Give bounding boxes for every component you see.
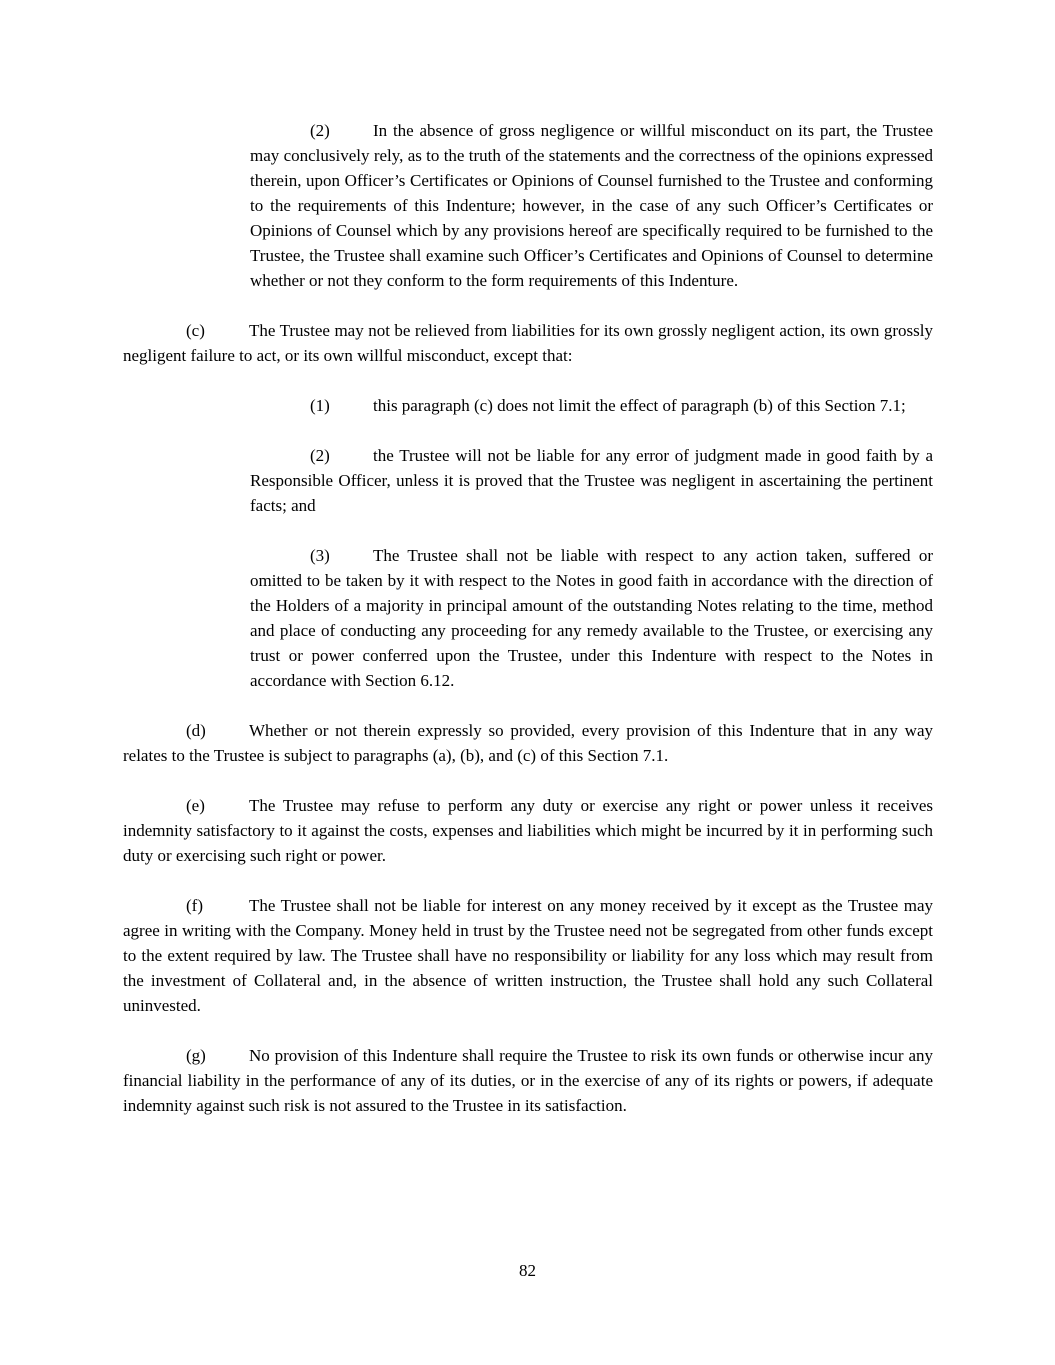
page-number: 82 <box>519 1261 536 1280</box>
paragraph-c-2 <box>250 443 933 518</box>
paragraph-label: (f) <box>186 896 203 915</box>
paragraph-text: The Trustee may not be relieved from liabilities for its own grossly negligent action, its own grossly negligent failure to act, or its own willful misconduct, except that: <box>123 321 933 365</box>
paragraph-label: (e) <box>186 796 205 815</box>
paragraph-c-1 <box>250 393 933 418</box>
paragraph-text: No provision of this Indenture shall require the Trustee to risk its own funds or otherwise incur any financial liability in the performance of any of its duties, or in the exercise of any of its rights or powers, if adequate indemnity against such risk is not assured to the Trustee in its satisfaction. <box>123 1046 933 1115</box>
paragraph-text: Whether or not therein expressly so provided, every provision of this Indenture that in any way relates to the Trustee is subject to paragraphs (a), (b), and (c) of this Section 7.1. <box>123 721 933 765</box>
paragraph-text: The Trustee may refuse to perform any duty or exercise any right or power unless it receives indemnity satisfactory to it against the costs, expenses and liabilities which might be incurred by it in performing such duty or exercising such right or power. <box>123 796 933 865</box>
paragraph-d <box>123 718 933 768</box>
paragraph-c-3 <box>250 543 933 693</box>
paragraph-label: (d) <box>186 721 206 740</box>
paragraph-text: In the absence of gross negligence or willful misconduct on its part, the Trustee may conclusively rely, as to the truth of the statements and the correctness of the opinions expressed therein, upon Officer’s Certificates or Opinions of Counsel furnished to the Trustee and conforming to the requirements of this Indenture; however, in the case of any such Officer’s Certificates or Opinions of Counsel which by any provisions hereof are specifically required to be furnished to the Trustee, the Trustee shall examine such Officer’s Certificates and Opinions of Counsel to determine whether or not they conform to the form requirements of this Indenture. <box>250 121 933 290</box>
paragraph-text: The Trustee shall not be liable for interest on any money received by it except as the Trustee may agree in writing with the Company. Money held in trust by the Trustee need not be segregated from other funds except to the extent required by law. The Trustee shall have no responsibility or liability for any loss which may result from the investment of Collateral and, in the absence of written instruction, the Trustee shall hold any such Collateral uninvested. <box>123 896 933 1015</box>
paragraph-text: the Trustee will not be liable for any error of judgment made in good faith by a Responsible Officer, unless it is proved that the Trustee was negligent in ascertaining the pertinent facts; and <box>250 446 933 515</box>
paragraph-e <box>123 793 933 868</box>
paragraph-label: (2) <box>310 121 330 140</box>
paragraph-2-intro <box>250 118 933 293</box>
paragraph-label: (3) <box>310 546 330 565</box>
paragraph-label: (c) <box>186 321 205 340</box>
paragraph-label: (g) <box>186 1046 206 1065</box>
document-body <box>123 118 933 1143</box>
paragraph-text: this paragraph (c) does not limit the effect of paragraph (b) of this Section 7.1; <box>373 396 906 415</box>
paragraph-f <box>123 893 933 1018</box>
paragraph-c <box>123 318 933 368</box>
paragraph-label: (1) <box>310 396 330 415</box>
paragraph-g <box>123 1043 933 1118</box>
paragraph-label: (2) <box>310 446 330 465</box>
paragraph-text: The Trustee shall not be liable with respect to any action taken, suffered or omitted to be taken by it with respect to the Notes in good faith in accordance with the direction of the Holders of a majority in principal amount of the outstanding Notes relating to the time, method and place of conducting any proceeding for any remedy available to the Trustee, or exercising any trust or power conferred upon the Trustee, under this Indenture with respect to the Notes in accordance with Section 6.12. <box>250 546 933 690</box>
